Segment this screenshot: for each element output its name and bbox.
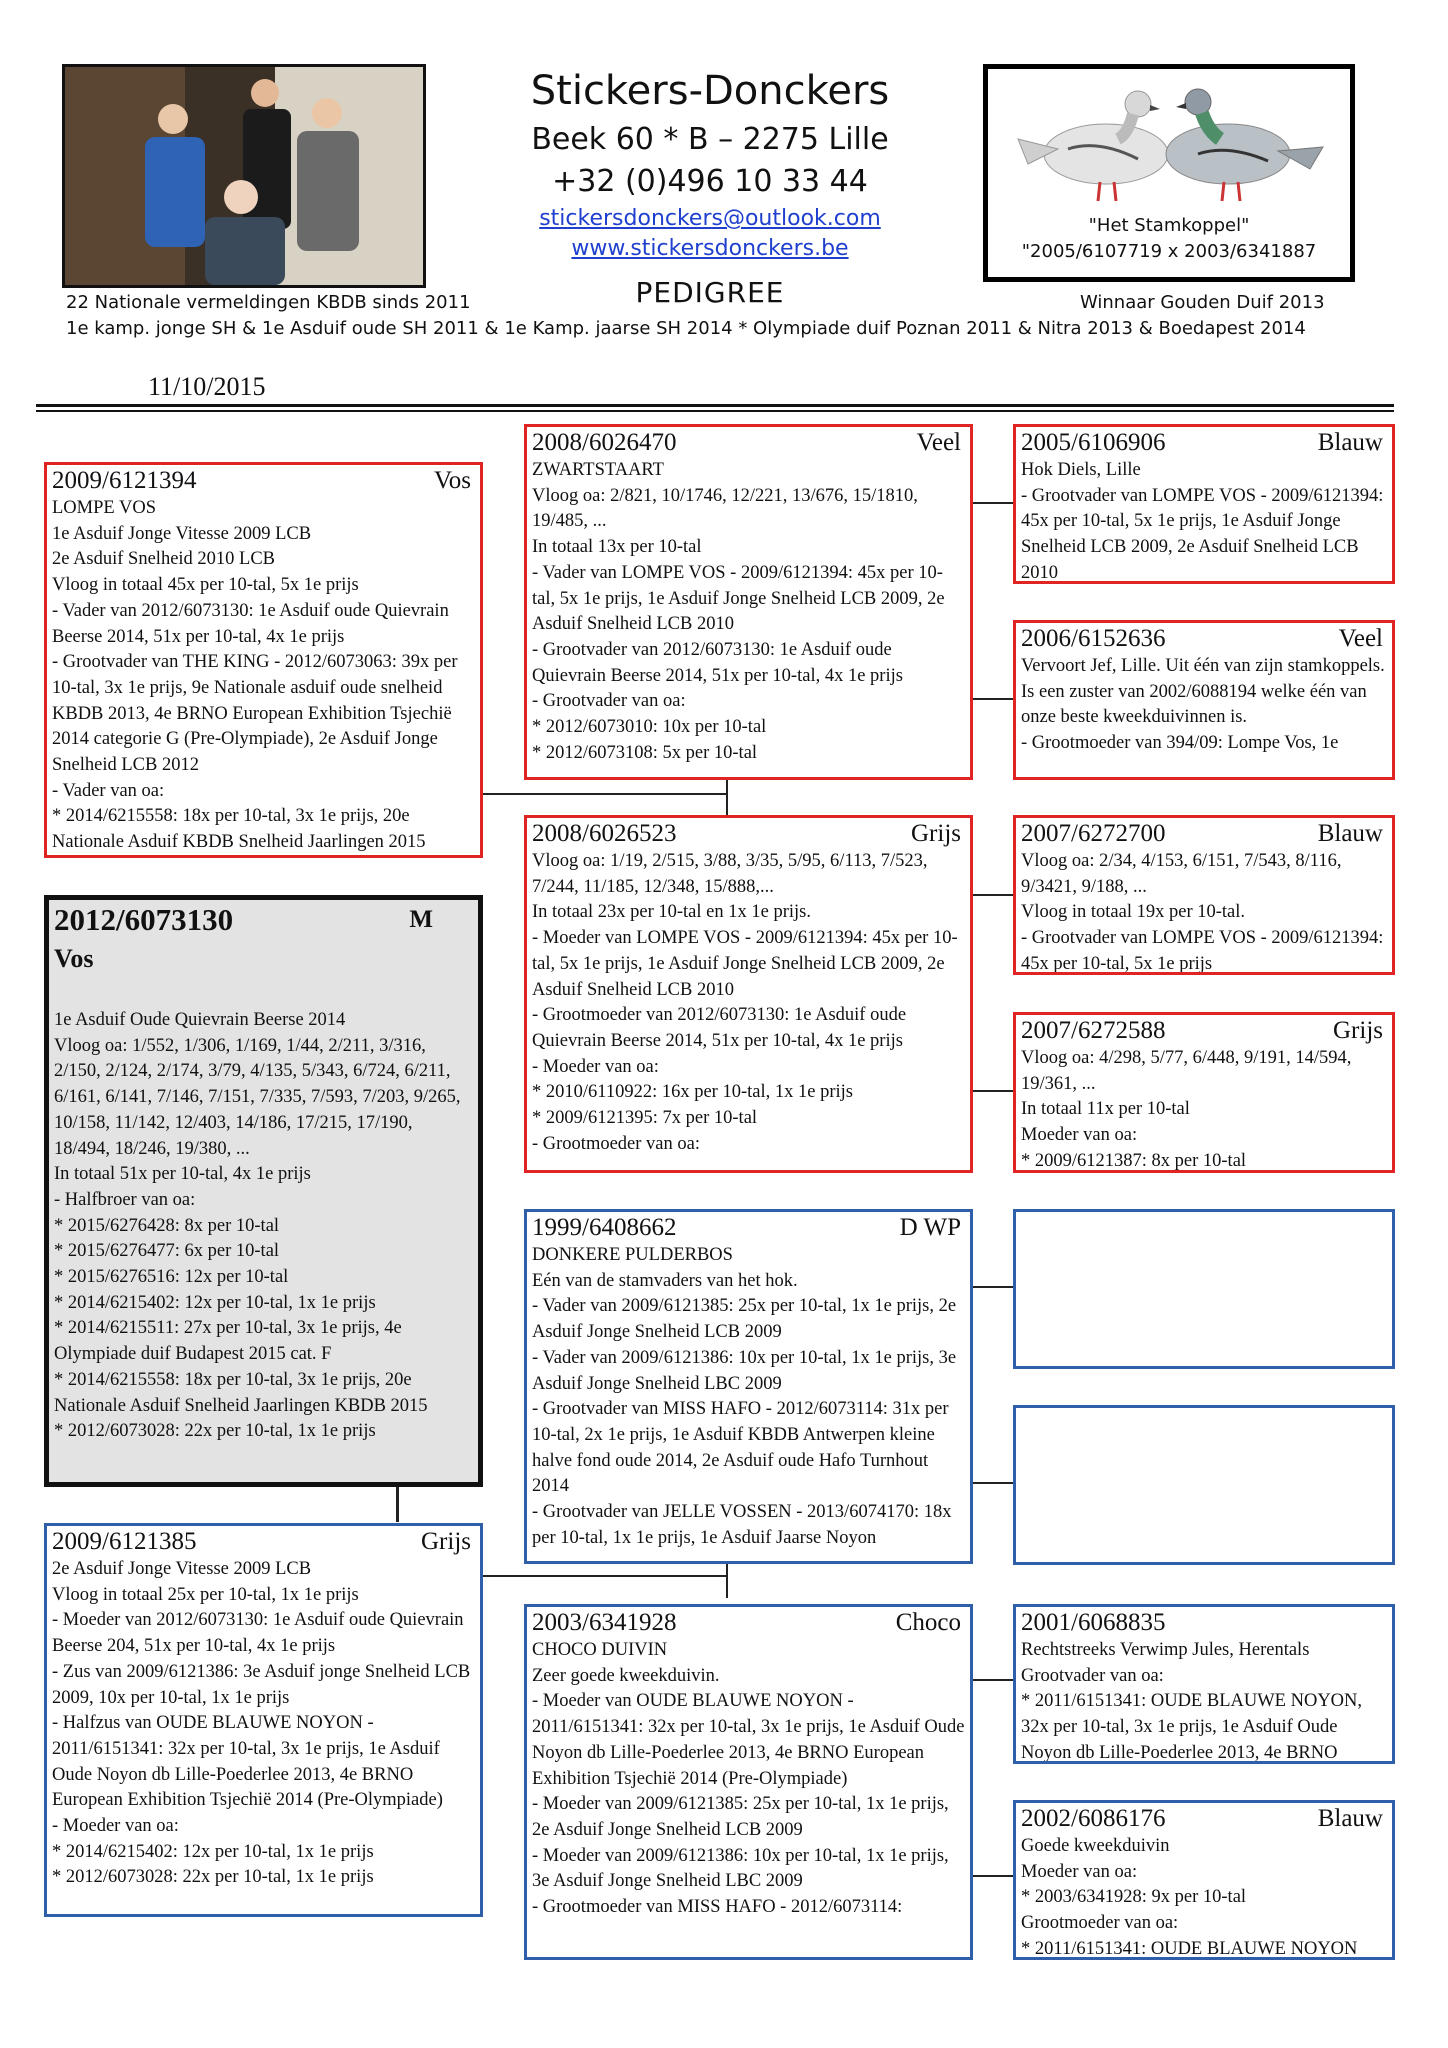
mmm-color: Blauw xyxy=(1317,1805,1383,1832)
fmm-line: Moeder van oa: xyxy=(1021,1125,1138,1146)
ffm-ring: 2006/6152636 xyxy=(1021,625,1166,652)
document-title: PEDIGREE xyxy=(635,276,785,309)
ff-line: - Vader van LOMPE VOS - 2009/6121394: 45x per 10-tal, 5x 1e prijs, 1e Asduif Jonge Snelheid LCB 2009, 2e Asduif Snelheid LCB 2010 xyxy=(532,562,945,635)
mother-line: - Moeder van oa: xyxy=(52,1816,179,1837)
gouden-duif-note: Winnaar Gouden Duif 2013 xyxy=(1080,292,1325,313)
fm-line: - Grootmoeder van 2012/6073130: 1e Asduif oude Quievrain Beerse 2014, 51x per 10-tal, 4x 1e prijs xyxy=(532,1005,907,1051)
website-link[interactable]: www.stickersdonckers.be xyxy=(571,236,849,261)
mm-line: - Moeder van 2009/6121385: 25x per 10-tal, 1x 1e prijs, 2e Asduif Jonge Snelheid LCB 2009 xyxy=(532,1794,949,1840)
fff-ring: 2005/6106906 xyxy=(1021,429,1166,456)
mm-line: Zeer goede kweekduivin. xyxy=(532,1665,720,1686)
mmf-line: Grootvader van oa: xyxy=(1021,1665,1164,1686)
mother-line: * 2012/6073028: 22x per 10-tal, 1x 1e prijs xyxy=(52,1867,374,1888)
fff-color: Blauw xyxy=(1317,429,1383,456)
ffm-color: Veel xyxy=(1338,625,1383,652)
mother-line: - Halfzus van OUDE BLAUWE NOYON - 2011/6151341: 32x per 10-tal, 3x 1e prijs, 1e Asduif Oude Noyon db Lille-Poederlee 2013, 4e BRNO European Exhibition Tsjechië 2014 (Pre-Olympiade) xyxy=(52,1713,443,1811)
mm-ring: 2003/6341928 xyxy=(532,1609,677,1636)
header-rule-thin xyxy=(36,410,1394,412)
mother-line: Vloog in totaal 25x per 10-tal, 1x 1e prijs xyxy=(52,1584,359,1605)
main-line: * 2015/6276477: 6x per 10-tal xyxy=(54,1241,280,1262)
connector xyxy=(971,502,1013,504)
fm-line: - Grootmoeder van oa: xyxy=(532,1133,700,1154)
pigeon-pair-illustration xyxy=(988,69,1350,219)
father-line: - Grootvader van THE KING - 2012/6073063: 39x per 10-tal, 3x 1e prijs, 9e Nationale asduif oude snelheid KBDB 2013, 4e BRNO European Exhibition Tsjechië 2014 categorie G (Pre-Olympiade), 2e Asduif Jonge Snelheid LCB 2012 xyxy=(52,652,458,776)
connector xyxy=(971,1090,1013,1092)
connector xyxy=(971,1679,1013,1681)
mm-color: Choco xyxy=(895,1609,961,1636)
loft-phone: +32 (0)496 10 33 44 xyxy=(552,164,868,199)
mff-card-empty xyxy=(1013,1209,1395,1369)
ff-line: Vloog oa: 2/821, 10/1746, 12/221, 13/676, 15/1810, 19/485, ... xyxy=(532,485,918,532)
main-sex: M xyxy=(409,906,433,933)
mmm-card xyxy=(1013,1800,1395,1960)
father-line: 2e Asduif Snelheid 2010 LCB xyxy=(52,549,276,570)
fm-line: * 2010/6110922: 16x per 10-tal, 1x 1e prijs xyxy=(532,1082,853,1103)
loft-name: Stickers-Donckers xyxy=(530,68,890,114)
connector xyxy=(726,778,728,816)
father-line: - Vader van oa: xyxy=(52,780,165,801)
mf-line: Eén van de stamvaders van het hok. xyxy=(532,1270,798,1291)
main-color: Vos xyxy=(54,944,94,973)
fm-line: - Moeder van LOMPE VOS - 2009/6121394: 45x per 10-tal, 5x 1e prijs, 1e Asduif Jonge Snelheid LCB 2009, 2e Asduif Snelheid LCB 2010 xyxy=(532,928,958,1000)
main-line: * 2014/6215402: 12x per 10-tal, 1x 1e prijs xyxy=(54,1292,376,1313)
ff-line: In totaal 13x per 10-tal xyxy=(532,537,702,558)
fmm-card xyxy=(1013,1012,1395,1173)
mf-line: - Vader van 2009/6121385: 25x per 10-tal, 1x 1e prijs, 2e Asduif Jonge Snelheid LCB 2009 xyxy=(532,1296,957,1343)
pedigree-date: 11/10/2015 xyxy=(148,372,266,401)
connector xyxy=(726,1560,728,1598)
mother-line: * 2014/6215402: 12x per 10-tal, 1x 1e prijs xyxy=(52,1841,374,1862)
stamkoppel-rings: "2005/6107719 x 2003/6341887 xyxy=(1021,241,1317,262)
fm-ring: 2008/6026523 xyxy=(532,820,677,847)
ff-ring: 2008/6026470 xyxy=(532,429,677,456)
mf-color: D WP xyxy=(899,1214,961,1241)
fmf-ring: 2007/6272700 xyxy=(1021,820,1166,847)
mmf-ring: 2001/6068835 xyxy=(1021,1609,1166,1636)
ffm-line: - Grootmoeder van 394/09: Lompe Vos, 1e xyxy=(1021,733,1339,754)
mm-line: - Moeder van 2009/6121386: 10x per 10-tal, 1x 1e prijs, 3e Asduif Jonge Snelheid LBC 2009 xyxy=(532,1845,949,1892)
mmm-line: Goede kweekduivin xyxy=(1021,1836,1170,1856)
maternal-grandmother-card xyxy=(524,1604,973,1960)
main-ring: 2012/6073130 xyxy=(54,902,234,937)
paternal-grandfather-card xyxy=(524,424,973,780)
fm-line: * 2009/6121395: 7x per 10-tal xyxy=(532,1108,758,1129)
mmm-ring: 2002/6086176 xyxy=(1021,1805,1166,1832)
maternal-grandfather-card xyxy=(524,1209,973,1564)
fmf-line: - Grootvader van LOMPE VOS - 2009/6121394: 45x per 10-tal, 5x 1e prijs xyxy=(1021,928,1384,974)
main-line: 1e Asduif Oude Quievrain Beerse 2014 xyxy=(54,1010,346,1030)
connector xyxy=(971,894,1013,896)
mmm-line: * 2011/6151341: OUDE BLAUWE NOYON xyxy=(1021,1938,1358,1959)
father-color: Vos xyxy=(433,467,471,494)
national-mentions: 22 Nationale vermeldingen KBDB sinds 2011 xyxy=(66,292,471,313)
email-link[interactable]: stickersdonckers@outlook.com xyxy=(539,206,881,231)
main-bird-card xyxy=(44,895,483,1487)
mmf-line: * 2011/6151341: OUDE BLAUWE NOYON, 32x per 10-tal, 3x 1e prijs, 1e Asduif Oude Noyon db Lille-Poederlee 2013, 4e BRNO xyxy=(1021,1691,1363,1763)
fmf-line: Vloog oa: 2/34, 4/153, 6/151, 7/543, 8/116, 9/3421, 9/188, ... xyxy=(1021,851,1342,897)
main-line: * 2014/6215511: 27x per 10-tal, 3x 1e prijs, 4e Olympiade duif Budapest 2015 cat. F xyxy=(54,1318,402,1365)
mf-line: - Grootvader van MISS HAFO - 2012/6073114: 31x per 10-tal, 2x 1e prijs, 1e Asduif KBDB Antwerpen kleine halve fond oude 2014, 2e Asduif oude Hafo Turnhout 2014 xyxy=(532,1399,949,1497)
connector xyxy=(971,1286,1013,1288)
fm-line: - Moeder van oa: xyxy=(532,1056,659,1077)
ff-line: - Grootvader van oa: xyxy=(532,691,686,712)
father-line: * 2014/6215558: 18x per 10-tal, 3x 1e prijs, 20e Nationale Asduif KBDB Snelheid Jaarlingen 2015 xyxy=(52,806,426,853)
mf-ring: 1999/6408662 xyxy=(532,1214,677,1241)
stamkoppel-image xyxy=(983,64,1355,282)
achievements-line: 1e kamp. jonge SH & 1e Asduif oude SH 2011 & 1e Kamp. jaarse SH 2014 * Olympiade duif Poznan 2011 & Nitra 2013 & Boedapest 2014 xyxy=(66,318,1306,339)
father-line: 1e Asduif Jonge Vitesse 2009 LCB xyxy=(52,523,312,544)
connector xyxy=(396,1482,399,1522)
main-line: * 2012/6073028: 22x per 10-tal, 1x 1e prijs xyxy=(54,1421,376,1442)
mother-line: 2e Asduif Jonge Vitesse 2009 LCB xyxy=(52,1559,312,1579)
fmm-line: * 2009/6121387: 8x per 10-tal xyxy=(1021,1150,1247,1171)
fm-color: Grijs xyxy=(911,820,961,847)
connector xyxy=(481,1575,727,1577)
mother-card xyxy=(44,1523,483,1917)
mf-line: - Grootvader van JELLE VOSSEN - 2013/6074170: 18x per 10-tal, 1x 1e prijs, 1e Asduif Jaarse Noyon xyxy=(532,1502,952,1548)
fmm-color: Grijs xyxy=(1333,1017,1383,1044)
fm-line: Vloog oa: 1/19, 2/515, 3/88, 3/35, 5/95, 6/113, 7/523, 7/244, 11/185, 12/348, 15/888,... xyxy=(532,851,928,897)
loft-address: Beek 60 * B – 2275 Lille xyxy=(531,122,889,157)
ff-line: * 2012/6073108: 5x per 10-tal xyxy=(532,742,758,763)
mother-color: Grijs xyxy=(421,1528,471,1555)
connector xyxy=(971,1875,1013,1877)
father-line: Vloog in totaal 45x per 10-tal, 5x 1e prijs xyxy=(52,575,359,596)
mm-line: - Moeder van OUDE BLAUWE NOYON - 2011/6151341: 32x per 10-tal, 3x 1e prijs, 1e Asduif Oude Noyon db Lille-Poederlee 2013, 4e BRNO European Exhibition Tsjechië 2014 (Pre-Olympiade) xyxy=(532,1691,965,1789)
main-line: - Halfbroer van oa: xyxy=(54,1189,196,1210)
mother-line: - Moeder van 2012/6073130: 1e Asduif oude Quievrain Beerse 204, 51x per 10-tal, 4x 1e prijs xyxy=(52,1610,464,1657)
father-ring: 2009/6121394 xyxy=(52,467,197,494)
mfm-card-empty xyxy=(1013,1405,1395,1565)
main-line: * 2014/6215558: 18x per 10-tal, 3x 1e prijs, 20e Nationale Asduif Snelheid Jaarlingen KBDB 2015 xyxy=(54,1369,428,1416)
father-line: LOMPE VOS xyxy=(52,498,156,518)
main-line: * 2015/6276428: 8x per 10-tal xyxy=(54,1215,280,1236)
fff-line: - Grootvader van LOMPE VOS - 2009/6121394: 45x per 10-tal, 5x 1e prijs, 1e Asduif Jonge Snelheid LCB 2009, 2e Asduif Snelheid LCB 2010 xyxy=(1021,485,1384,583)
ff-color: Veel xyxy=(916,429,961,456)
fmf-card xyxy=(1013,815,1395,975)
connector xyxy=(971,698,1013,700)
family-photo xyxy=(62,64,426,288)
fmf-color: Blauw xyxy=(1317,820,1383,847)
ffm-line: Vervoort Jef, Lille. Uit één van zijn stamkoppels. Is een zuster van 2002/6088194 welke één van onze beste kweekduivinnen is. xyxy=(1021,656,1385,728)
mf-line: DONKERE PULDERBOS xyxy=(532,1245,733,1265)
main-line: In totaal 51x per 10-tal, 4x 1e prijs xyxy=(54,1164,311,1185)
fff-card xyxy=(1013,424,1395,584)
main-line: * 2015/6276516: 12x per 10-tal xyxy=(54,1267,289,1288)
father-line: - Vader van 2012/6073130: 1e Asduif oude Quievrain Beerse 2014, 51x per 10-tal, 4x 1e prijs xyxy=(52,600,449,647)
mother-ring: 2009/6121385 xyxy=(52,1528,197,1555)
fff-line: Hok Diels, Lille xyxy=(1021,460,1141,480)
ff-line: ZWARTSTAART xyxy=(532,460,664,480)
header-rule xyxy=(36,404,1394,407)
ff-line: * 2012/6073010: 10x per 10-tal xyxy=(532,717,767,738)
mmm-line: Grootmoeder van oa: xyxy=(1021,1913,1179,1934)
ff-line: - Grootvader van 2012/6073130: 1e Asduif oude Quievrain Beerse 2014, 51x per 10-tal, 4x 1e prijs xyxy=(532,639,903,686)
mf-line: - Vader van 2009/6121386: 10x per 10-tal, 1x 1e prijs, 3e Asduif Jonge Snelheid LBC 2009 xyxy=(532,1347,957,1394)
father-card xyxy=(44,462,483,858)
ffm-card xyxy=(1013,620,1395,780)
mmm-line: Moeder van oa: xyxy=(1021,1861,1138,1882)
main-line: Vloog oa: 1/552, 1/306, 1/169, 1/44, 2/211, 3/316, 2/150, 2/124, 2/174, 3/79, 4/135, 5/343, 6/724, 6/211, 6/161, 6/141, 7/146, 7/151, 7/335, 7/593, 7/203, 9/265, 10/158, 11/142, 12/403, 14/186, 17/215, 17/190, 18/494, 18/246, 19/380, ... xyxy=(54,1035,461,1159)
mm-line: - Grootmoeder van MISS HAFO - 2012/6073114: xyxy=(532,1897,903,1918)
fmm-line: In totaal 11x per 10-tal xyxy=(1021,1099,1190,1120)
mmf-line: Rechtstreeks Verwimp Jules, Herentals xyxy=(1021,1640,1310,1660)
connector xyxy=(481,793,727,795)
mmm-line: * 2003/6341928: 9x per 10-tal xyxy=(1021,1887,1247,1908)
connector xyxy=(971,1482,1013,1484)
paternal-grandmother-card xyxy=(524,815,973,1173)
mm-line: CHOCO DUIVIN xyxy=(532,1640,668,1660)
fm-line: In totaal 23x per 10-tal en 1x 1e prijs. xyxy=(532,902,811,923)
fmf-line: Vloog in totaal 19x per 10-tal. xyxy=(1021,902,1246,923)
stamkoppel-name: "Het Stamkoppel" xyxy=(1088,215,1250,236)
mmf-card xyxy=(1013,1604,1395,1764)
fmm-ring: 2007/6272588 xyxy=(1021,1017,1166,1044)
mother-line: - Zus van 2009/6121386: 3e Asduif jonge Snelheid LCB 2009, 10x per 10-tal, 1x 1e prijs xyxy=(52,1661,471,1708)
fmm-line: Vloog oa: 4/298, 5/77, 6/448, 9/191, 14/594, 19/361, ... xyxy=(1021,1048,1352,1094)
